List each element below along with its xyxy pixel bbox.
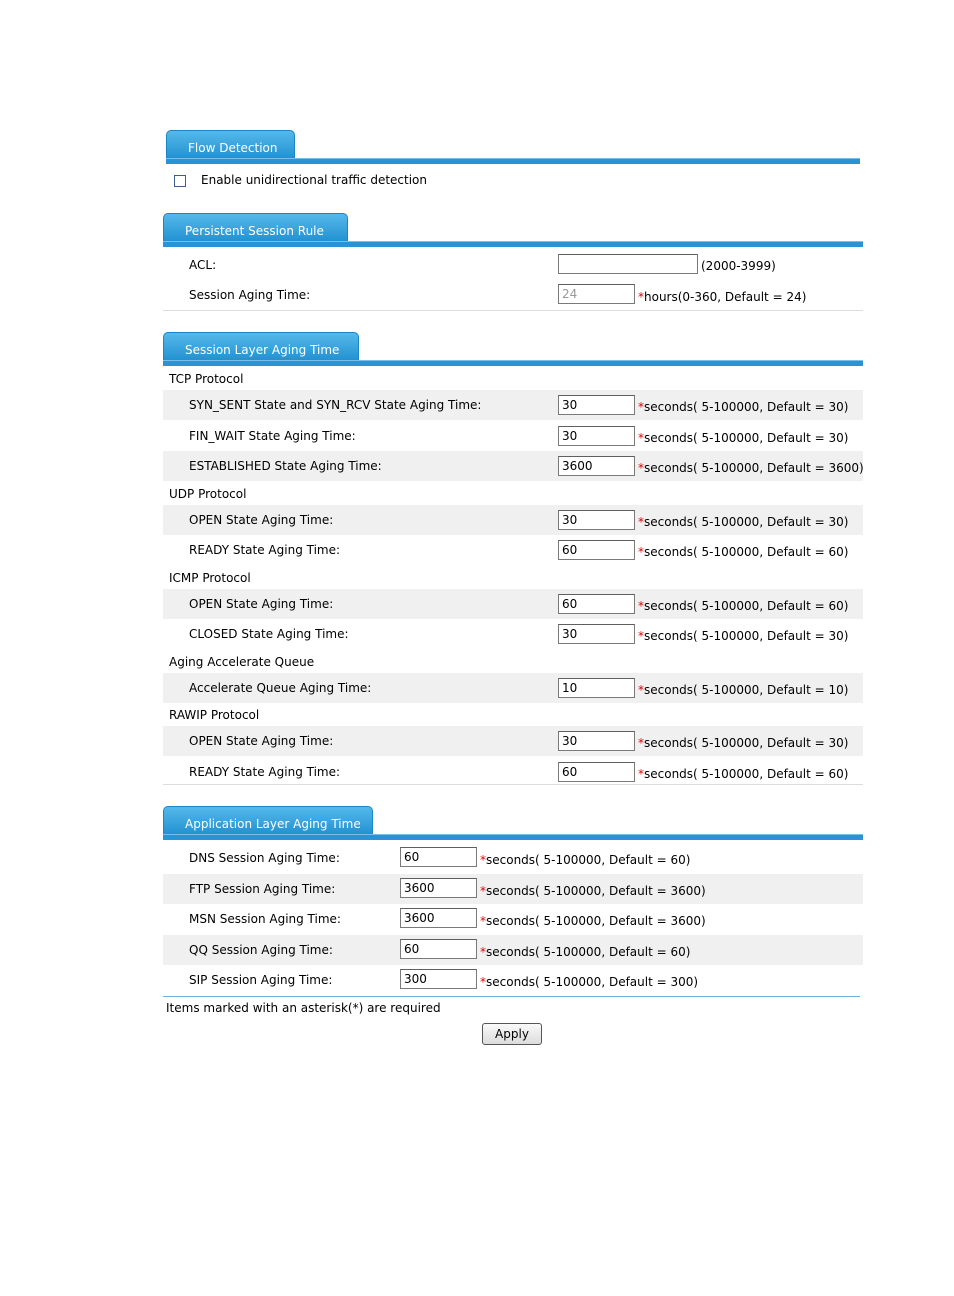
session-aging-label: Session Aging Time: <box>189 288 311 302</box>
setting-hint <box>638 515 848 529</box>
footer-divider <box>163 996 860 997</box>
required-star: * <box>480 975 486 989</box>
setting-input[interactable] <box>558 762 635 782</box>
setting-hint-text: seconds( 5-100000, Default = 30) <box>644 514 849 529</box>
setting-hint <box>638 767 848 781</box>
session-aging-hint-text: hours(0-360, Default = 24) <box>644 290 807 304</box>
setting-hint <box>638 683 848 697</box>
app-setting-label: FTP Session Aging Time: <box>189 881 336 896</box>
setting-label: SYN_SENT State and SYN_RCV State Aging Time: <box>189 398 482 412</box>
app-setting-label: MSN Session Aging Time: <box>189 912 341 926</box>
setting-input[interactable] <box>558 624 635 644</box>
app-setting-hint <box>480 884 706 898</box>
group-title-icmp: ICMP Protocol <box>169 570 251 585</box>
required-star: * <box>638 461 644 475</box>
required-star: * <box>480 914 486 928</box>
setting-input[interactable] <box>558 678 635 698</box>
setting-hint-text: seconds( 5-100000, Default = 30) <box>644 430 849 445</box>
required-star: * <box>638 545 644 559</box>
app-setting-hint <box>480 945 690 959</box>
required-star: * <box>480 883 486 898</box>
required-star: * <box>638 682 644 697</box>
required-star: * <box>638 400 644 414</box>
setting-label: CLOSED State Aging Time: <box>189 627 349 641</box>
required-star: * <box>638 629 644 643</box>
app-setting-input[interactable] <box>400 939 477 959</box>
setting-input[interactable] <box>558 731 635 751</box>
app-setting-hint-text: seconds( 5-100000, Default = 3600) <box>486 883 706 898</box>
setting-hint <box>638 599 848 613</box>
app-setting-label: SIP Session Aging Time: <box>189 973 333 987</box>
divider <box>163 784 863 785</box>
setting-hint <box>638 629 848 643</box>
setting-hint-text: seconds( 5-100000, Default = 30) <box>644 629 849 643</box>
tab-underline <box>163 360 863 366</box>
app-setting-input[interactable] <box>400 908 477 928</box>
flow-detection-section <box>166 130 860 164</box>
setting-label: Accelerate Queue Aging Time: <box>189 680 372 695</box>
acl-label: ACL: <box>189 258 217 272</box>
app-setting-hint-text: seconds( 5-100000, Default = 300) <box>486 975 699 989</box>
unidirectional-detection-checkbox[interactable] <box>174 175 186 187</box>
tab-underline <box>166 158 860 164</box>
setting-label: OPEN State Aging Time: <box>189 596 334 611</box>
app-setting-hint <box>480 853 690 867</box>
app-setting-hint-text: seconds( 5-100000, Default = 60) <box>486 944 691 959</box>
setting-label: ESTABLISHED State Aging Time: <box>189 459 382 473</box>
tab-underline <box>163 241 863 247</box>
acl-input[interactable] <box>558 254 698 274</box>
flow-detection-tab: Flow Detection <box>166 130 295 160</box>
app-setting-hint <box>480 914 706 928</box>
required-star: * <box>638 430 644 445</box>
session-aging-hint <box>638 290 806 304</box>
app-setting-hint-text: seconds( 5-100000, Default = 3600) <box>486 914 706 928</box>
app-setting-hint <box>480 975 698 989</box>
setting-input[interactable] <box>558 540 635 560</box>
setting-hint <box>638 461 864 475</box>
setting-label: FIN_WAIT State Aging Time: <box>189 428 356 443</box>
setting-hint-text: seconds( 5-100000, Default = 60) <box>644 598 849 613</box>
app-setting-input[interactable] <box>400 969 477 989</box>
group-title-udp: UDP Protocol <box>169 486 247 501</box>
required-note: Items marked with an asterisk(*) are required <box>166 1001 441 1015</box>
setting-label: READY State Aging Time: <box>189 543 341 557</box>
app-setting-input[interactable] <box>400 878 477 898</box>
required-star: * <box>638 514 644 529</box>
setting-input[interactable] <box>558 510 635 530</box>
setting-hint <box>638 736 848 750</box>
setting-hint-text: seconds( 5-100000, Default = 30) <box>644 736 849 750</box>
session-aging-input[interactable] <box>558 284 635 304</box>
setting-hint <box>638 431 848 445</box>
setting-hint <box>638 400 848 414</box>
group-title-queue: Aging Accelerate Queue <box>169 654 315 669</box>
setting-hint-text: seconds( 5-100000, Default = 3600) <box>644 461 864 475</box>
required-star: * <box>638 736 644 750</box>
app-setting-label: QQ Session Aging Time: <box>189 942 333 957</box>
required-star: * <box>480 944 486 959</box>
app-setting-hint-text: seconds( 5-100000, Default = 60) <box>486 853 691 867</box>
app-setting-label: DNS Session Aging Time: <box>189 851 340 865</box>
group-title-tcp: TCP Protocol <box>169 372 244 386</box>
setting-label: READY State Aging Time: <box>189 764 341 779</box>
unidirectional-detection-label: Enable unidirectional traffic detection <box>201 173 428 187</box>
application-layer-tab: Application Layer Aging Time <box>163 806 373 836</box>
tab-underline <box>163 834 863 840</box>
required-star: * <box>638 766 644 781</box>
setting-hint-text: seconds( 5-100000, Default = 10) <box>644 682 849 697</box>
setting-input[interactable] <box>558 456 635 476</box>
session-layer-tab: Session Layer Aging Time <box>163 332 359 362</box>
setting-label: OPEN State Aging Time: <box>189 512 334 527</box>
application-layer-section <box>163 806 863 840</box>
persistent-session-section <box>163 213 863 247</box>
divider <box>163 310 863 311</box>
required-star: * <box>638 290 644 304</box>
acl-range-hint: (2000-3999) <box>701 259 776 273</box>
setting-hint-text: seconds( 5-100000, Default = 60) <box>644 545 849 559</box>
setting-input[interactable] <box>558 395 635 415</box>
setting-input[interactable] <box>558 426 635 446</box>
setting-hint-text: seconds( 5-100000, Default = 60) <box>644 766 849 781</box>
setting-hint <box>638 545 848 559</box>
required-star: * <box>638 598 644 613</box>
app-setting-input[interactable] <box>400 847 477 867</box>
apply-button[interactable]: Apply <box>482 1023 542 1045</box>
session-layer-section <box>163 332 863 366</box>
setting-label: OPEN State Aging Time: <box>189 734 334 748</box>
persistent-session-tab: Persistent Session Rule <box>163 213 348 243</box>
required-star: * <box>480 853 486 867</box>
setting-hint-text: seconds( 5-100000, Default = 30) <box>644 400 849 414</box>
group-title-rawip: RAWIP Protocol <box>169 708 260 722</box>
setting-input[interactable] <box>558 594 635 614</box>
